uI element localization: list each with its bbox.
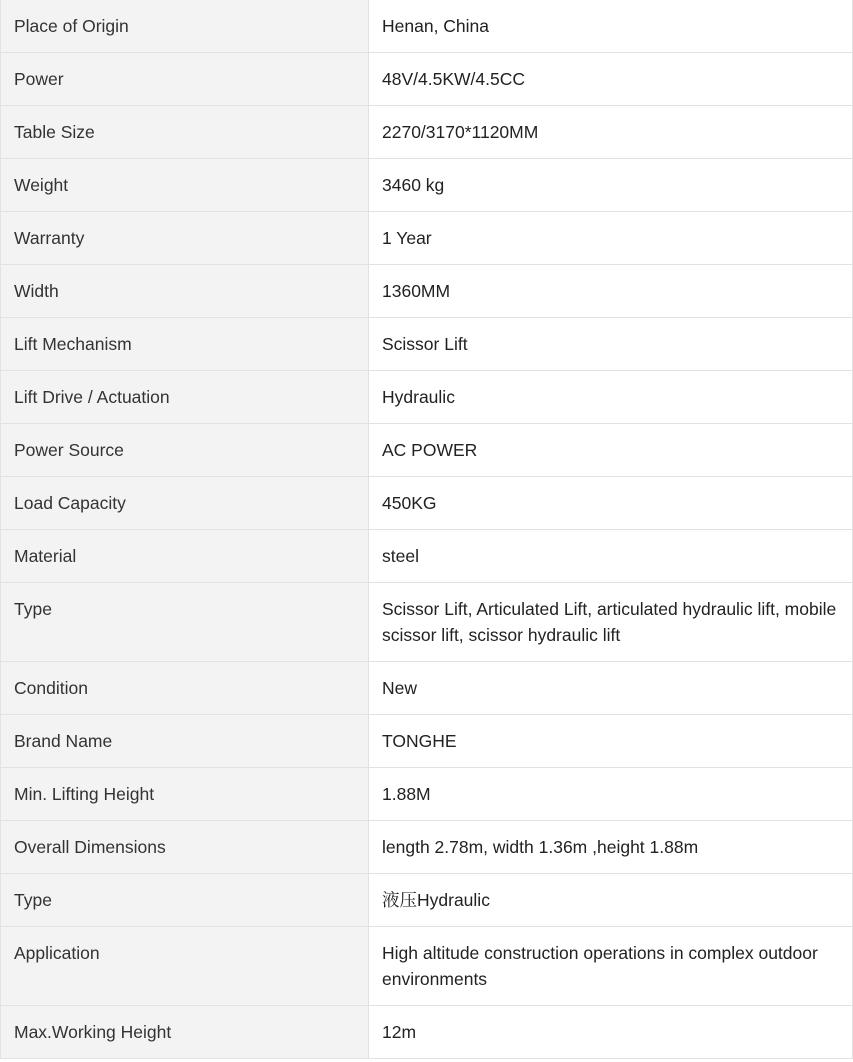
spec-value: Henan, China xyxy=(369,0,853,53)
spec-row-width xyxy=(1,265,853,318)
spec-value: 液压Hydraulic xyxy=(369,874,853,927)
spec-row-type-hydraulic xyxy=(1,874,853,927)
spec-label: Place of Origin xyxy=(1,0,369,53)
spec-value: New xyxy=(369,662,853,715)
spec-value: Scissor Lift xyxy=(369,318,853,371)
spec-value: length 2.78m, width 1.36m ,height 1.88m xyxy=(369,821,853,874)
spec-label: Overall Dimensions xyxy=(1,821,369,874)
spec-row-table-size xyxy=(1,106,853,159)
spec-value: TONGHE xyxy=(369,715,853,768)
spec-row-overall-dimensions xyxy=(1,821,853,874)
spec-value: 2270/3170*1120MM xyxy=(369,106,853,159)
spec-value: High altitude construction operations in complex outdoor environments xyxy=(369,927,853,1006)
spec-row-max-working-height xyxy=(1,1006,853,1059)
spec-row-lift-mechanism xyxy=(1,318,853,371)
spec-label: Material xyxy=(1,530,369,583)
spec-label: Warranty xyxy=(1,212,369,265)
spec-label: Width xyxy=(1,265,369,318)
spec-value: Scissor Lift, Articulated Lift, articulated hydraulic lift, mobile scissor lift, scissor hydraulic lift xyxy=(369,583,853,662)
spec-row-condition xyxy=(1,662,853,715)
spec-row-lift-drive xyxy=(1,371,853,424)
spec-value: 450KG xyxy=(369,477,853,530)
spec-label: Table Size xyxy=(1,106,369,159)
spec-value: 1360MM xyxy=(369,265,853,318)
spec-value: 1 Year xyxy=(369,212,853,265)
spec-row-material xyxy=(1,530,853,583)
spec-label: Power Source xyxy=(1,424,369,477)
spec-row-min-lifting-height xyxy=(1,768,853,821)
spec-label: Lift Drive / Actuation xyxy=(1,371,369,424)
spec-label: Min. Lifting Height xyxy=(1,768,369,821)
spec-row-load-capacity xyxy=(1,477,853,530)
spec-label: Brand Name xyxy=(1,715,369,768)
spec-row-place-of-origin xyxy=(1,0,853,53)
spec-value: AC POWER xyxy=(369,424,853,477)
spec-label: Type xyxy=(1,874,369,927)
spec-label: Weight xyxy=(1,159,369,212)
spec-row-type xyxy=(1,583,853,662)
spec-value: steel xyxy=(369,530,853,583)
spec-label: Type xyxy=(1,583,369,662)
spec-label: Lift Mechanism xyxy=(1,318,369,371)
spec-label: Application xyxy=(1,927,369,1006)
spec-row-brand-name xyxy=(1,715,853,768)
spec-row-power-source xyxy=(1,424,853,477)
spec-value: 3460 kg xyxy=(369,159,853,212)
specifications-body xyxy=(1,0,853,1059)
spec-label: Max.Working Height xyxy=(1,1006,369,1059)
spec-label: Condition xyxy=(1,662,369,715)
spec-label: Load Capacity xyxy=(1,477,369,530)
spec-row-application xyxy=(1,927,853,1006)
spec-value: 12m xyxy=(369,1006,853,1059)
spec-value: 1.88M xyxy=(369,768,853,821)
spec-row-weight xyxy=(1,159,853,212)
spec-label: Power xyxy=(1,53,369,106)
spec-row-power xyxy=(1,53,853,106)
spec-row-warranty xyxy=(1,212,853,265)
spec-value: Hydraulic xyxy=(369,371,853,424)
spec-value: 48V/4.5KW/4.5CC xyxy=(369,53,853,106)
